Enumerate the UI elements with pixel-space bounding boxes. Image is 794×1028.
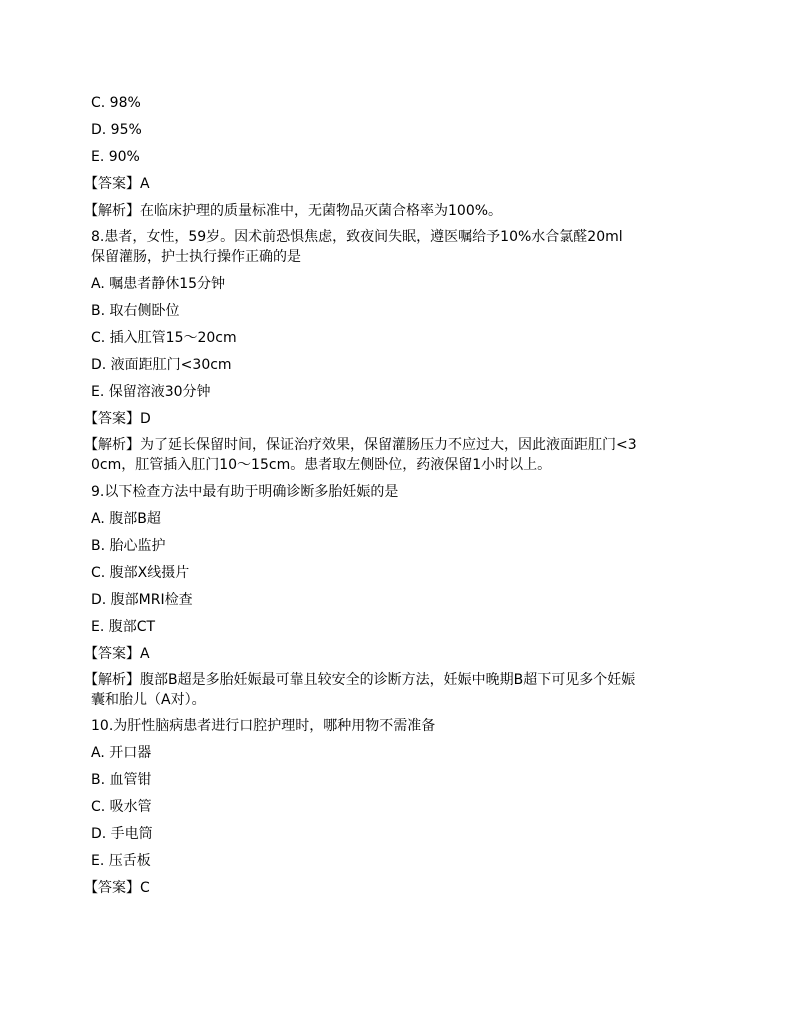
- option-b: B. 取右侧卧位: [91, 303, 180, 319]
- option-a: A. 开口器: [91, 745, 152, 761]
- option-d: D. 液面距肛门<30cm: [91, 357, 232, 373]
- question-stem-cont: 保留灌肠，护士执行操作正确的是: [91, 249, 301, 265]
- option-e: E. 保留溶液30分钟: [91, 384, 211, 400]
- analysis: 【解析】腹部B超是多胎妊娠最可靠且较安全的诊断方法，妊娠中晚期B超下可见多个妊娠: [84, 672, 636, 688]
- option-e: E. 腹部CT: [91, 619, 156, 635]
- analysis: 【解析】为了延长保留时间，保证治疗效果，保留灌肠压力不应过大，因此液面距肛门<3: [84, 437, 637, 453]
- option-a: A. 嘱患者静休15分钟: [91, 276, 226, 292]
- option-c: C. 插入肛管15～20cm: [91, 330, 237, 346]
- answer: 【答案】A: [84, 176, 150, 192]
- option-b: B. 血管钳: [91, 772, 152, 788]
- analysis: 【解析】在临床护理的质量标准中，无菌物品灭菌合格率为100%。: [84, 203, 503, 219]
- option-e: E. 90%: [91, 149, 140, 165]
- answer: 【答案】C: [84, 880, 150, 896]
- analysis-cont: 0cm，肛管插入肛门10～15cm。患者取左侧卧位，药液保留1小时以上。: [91, 457, 552, 473]
- question-stem: 8.患者，女性，59岁。因术前恐惧焦虑，致夜间失眠，遵医嘱给予10%水合氯醛20ml: [91, 229, 623, 245]
- option-a: A. 腹部B超: [91, 511, 161, 527]
- option-c: C. 吸水管: [91, 799, 152, 815]
- option-c: C. 腹部X线摄片: [91, 565, 190, 581]
- answer: 【答案】D: [84, 411, 151, 427]
- question-stem: 9.以下检查方法中最有助于明确诊断多胎妊娠的是: [91, 484, 399, 500]
- answer: 【答案】A: [84, 646, 150, 662]
- question-stem: 10.为肝性脑病患者进行口腔护理时，哪种用物不需准备: [91, 718, 436, 734]
- option-d: D. 腹部MRI检查: [91, 592, 193, 608]
- option-d: D. 95%: [91, 122, 142, 138]
- option-d: D. 手电筒: [91, 826, 153, 842]
- option-b: B. 胎心监护: [91, 538, 166, 554]
- option-e: E. 压舌板: [91, 853, 151, 869]
- analysis-cont: 囊和胎儿（A对）。: [91, 692, 206, 708]
- option-c: C. 98%: [91, 95, 141, 111]
